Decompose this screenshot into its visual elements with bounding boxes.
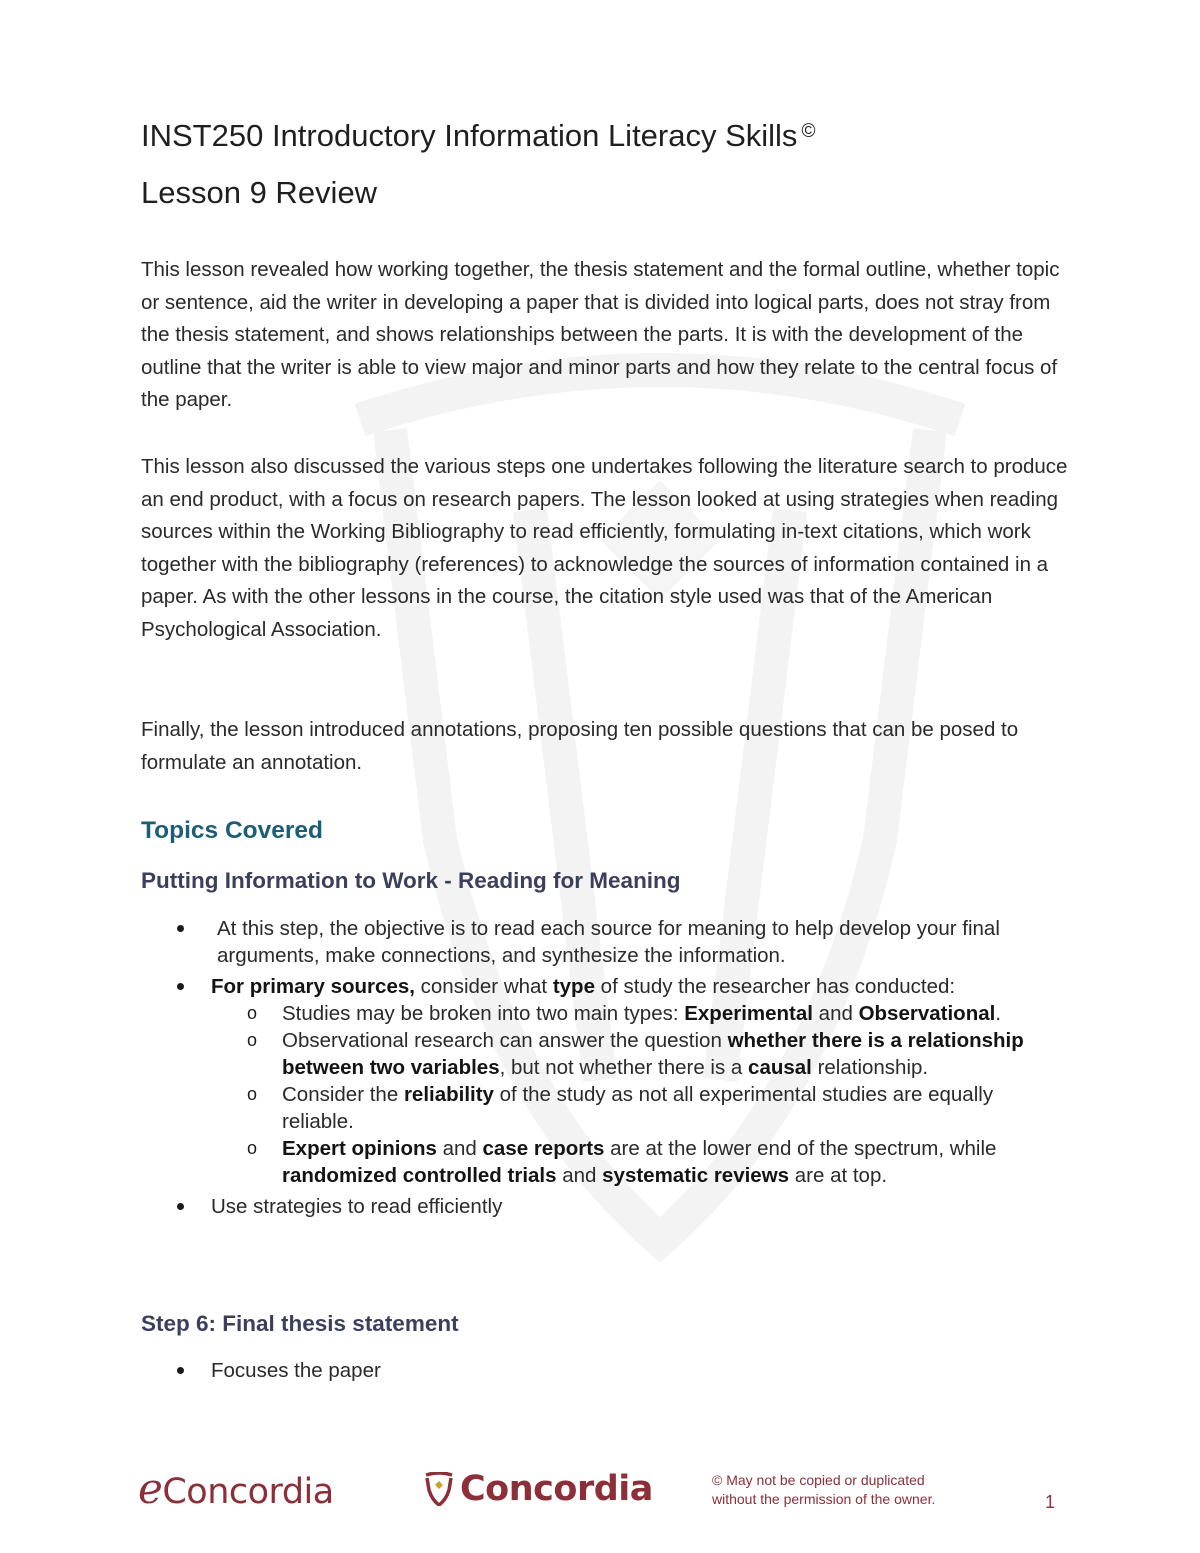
bullet-icon — [177, 1203, 184, 1210]
circle-bullet-icon: o — [247, 1084, 258, 1104]
sub-list-item: o Studies may be broken into two main types: Experimental and Observational. — [247, 1002, 1002, 1025]
sub-list-item: o Expert opinions and case reports are at the lower end of the spectrum, while randomized controlled trials and systematic reviews are at top. — [247, 1137, 997, 1187]
econcordia-logo: eConcordia — [138, 1464, 334, 1513]
thesis-bullet-list — [141, 1357, 1061, 1388]
copyright-symbol: © — [801, 121, 816, 142]
sub-list-item: o Consider the reliability of the study as not all experimental studies are equally reliable. — [247, 1083, 994, 1133]
list-item: Use strategies to read efficiently — [141, 1193, 1061, 1220]
page-number: 1 — [1045, 1492, 1056, 1512]
sub-bullet-list — [141, 1000, 1061, 1189]
copyright-notice: © May not be copied or duplicated without the permission of the owner. — [712, 1472, 936, 1507]
topics-heading: Topics Covered — [141, 817, 323, 844]
intro-paragraph-3: Finally, the lesson introduced annotations, proposing ten possible questions that can be posed to formulate an annotation. — [141, 718, 1019, 774]
document-subtitle: Lesson 9 Review — [141, 175, 378, 210]
bullet-icon — [177, 1367, 184, 1374]
circle-bullet-icon: o — [247, 1030, 258, 1050]
concordia-logo: Concordia — [424, 1466, 653, 1512]
reading-bullet-list — [141, 915, 1061, 1224]
section-heading-thesis: Step 6: Final thesis statement — [141, 1311, 459, 1336]
document-title: INST250 Introductory Information Literacy Skills © — [141, 118, 816, 153]
intro-paragraph-1: This lesson revealed how working together, the thesis statement and the formal outline, whether topic or sentence, aid the writer in developing a paper that is divided into logical parts, does not stray from the thesis statement, and shows relationships between the parts. It is with the development of the outline that the writer is able to view major and minor parts and how they relate to the central focus of the paper. — [141, 258, 1060, 412]
sub-list-item: o Observational research can answer the question whether there is a relationship between two variables, but not whether there is a causal relationship. — [247, 1029, 1024, 1079]
list-item: At this step, the objective is to read each source for meaning to help develop your final arguments, make connections, and synthesize the information. — [141, 915, 1061, 969]
list-item: For primary sources, consider what type of study the researcher has conducted: o Studies may be broken into two main types: Experimental and Observational. o Observational research can answer the question whether there is a relationship between two variables, but not whether there is a causal relationship. o Consider the reliability of the study as not all experimental studies are equally reliable. o Expert opinions and case reports are at the lower end of the spectrum, while randomized controlled trials and systematic reviews are at top. — [141, 973, 1061, 1189]
list-item: Focuses the paper — [141, 1357, 1061, 1384]
section-heading-reading: Putting Information to Work - Reading for Meaning — [141, 868, 681, 893]
bullet-icon — [177, 925, 184, 932]
bullet-icon — [177, 983, 184, 990]
intro-paragraph-2: This lesson also discussed the various steps one undertakes following the literature search to produce an end product, with a focus on research papers. The lesson looked at using strategies when reading sources within the Working Bibliography to read efficiently, formulating in-text citations, which work together with the bibliography (references) to acknowledge the sources of information contained in a paper. As with the other lessons in the course, the citation style used was that of the American Psychological Association. — [141, 455, 1068, 641]
circle-bullet-icon: o — [247, 1138, 258, 1158]
circle-bullet-icon: o — [247, 1003, 258, 1023]
concordia-shield-icon — [424, 1472, 454, 1506]
